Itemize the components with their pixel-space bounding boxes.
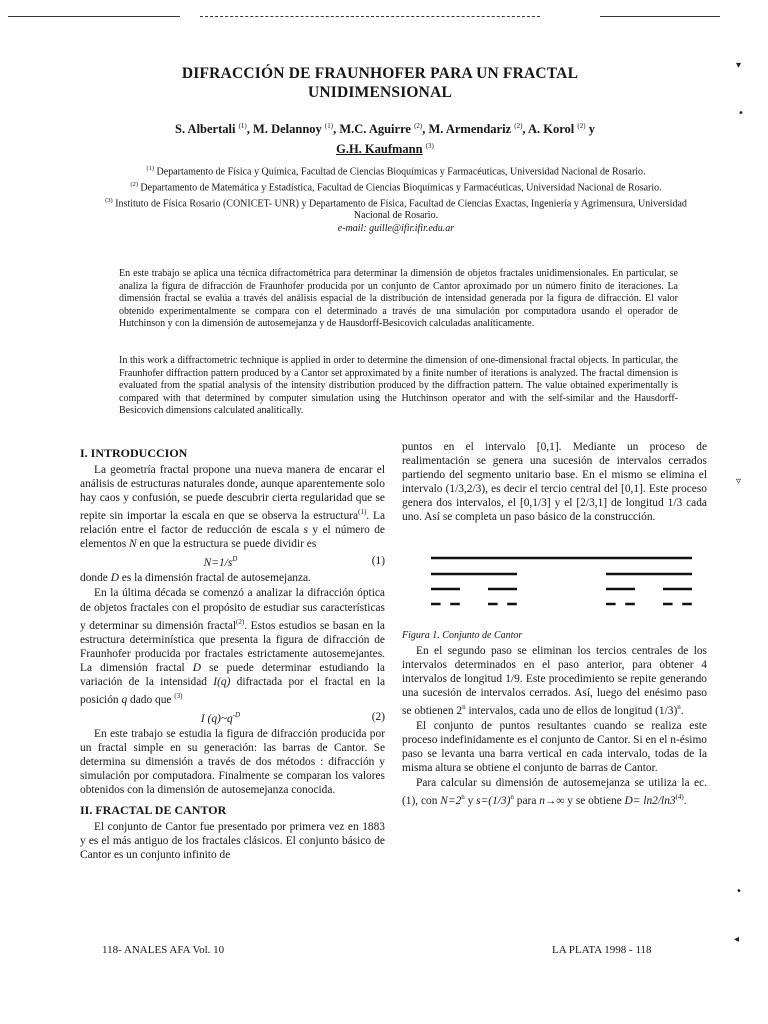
intro-paragraph-1: La geometría fractal propone una nueva manera de encarar el análisis de estructuras naturales donde, aunque aparentemente solo hay caos y confusión, se puede descubrir cierta regularidad que se repite sin importar la escala en que se observa la estructura$^{(1)}$. La relación entre el factor de reducción de escala s y el número de elementos N en que la estructura se puede dividir es [80,464,385,551]
affiliation-1: $^{(1)}$ Departamento de Física y Química, Facultad de Ciencias Bioquímicas y Farmacéuticas, Universidad Nacional de Rosario. [146,165,646,178]
scan-mark: • [736,886,742,897]
intro-paragraph-1-end: donde D es la dimensión fractal de autosemejanza. [80,572,311,585]
equation-2: I $(q)\sim q^{-D}$ (2) [200,710,385,725]
cantor-paragraph-3: El conjunto de puntos resultantes cuando se realiza este proceso indefinidamente es el conjunto de Cantor. Si en el n-ésimo paso se levanta una barra vertical en cada intervalo, todas de la misma altura se obtiene el conjunto de barras de Cantor. [402,719,707,775]
equation-number: (1) [371,555,385,568]
footer-journal: 118- ANALES AFA Vol. 10 [102,944,225,956]
intro-paragraph-2: En la última década se comenzó a analizar la difracción óptica de objetos fractales con el propósito de estudiar sus características y determinar su dimensión fractal$^{(2)}$. Estos estudios se basan en la estructura determinística que presenta la figura de difracción de Fraunhofer producida por fractales estrictamente autosemejantes. La dimensión fractal D se puede determinar estudiando la variación de la intensidad I(q) difractada por el fractal en la posición q dado que $^{(3)}$ [80,587,386,706]
scan-mark: ▾ [736,60,742,71]
scan-mark: ◂ [734,934,740,945]
abstract-spanish: En este trabajo se aplica una técnica difractométrica para determinar la dimensión de objetos fractales unidimensionales. En particular, se analiza la figura de difracción de Fraunhofer producida por un conjunto de Cantor aproximado por un número finito de iteraciones. La dimensión fractal se evalúa a través del análisis espacial de la distribución de intensidad generada por la figura de difracción. El valor obtenido experimentalmente se compara con el determinado a través de una simulación por computadora usando el operador de Hutchinson y con la dimensión de autosemejanza y de Hausdorff-Besicovich calculadas analíticamente. [119,268,678,330]
cantor-set-figure [426,555,696,615]
email: e-mail: guille@ifir.ifir.edu.ar [337,222,455,234]
cantor-paragraph-4: Para calcular su dimensión de autosemejanza se utiliza la ec. (1), con $N=2^n$ y $s=(1/3)^n$ para n→∞ y se obtiene $D= \ln 2/\ln 3^{(4)}$. [402,777,707,808]
author: M. Delannoy [253,122,322,137]
header-rule-left [8,16,180,17]
right-column [402,440,707,809]
author: M. Armendariz [428,122,512,137]
cantor-paragraph-1: El conjunto de Cantor fue presentado por primera vez en 1883 y es el más antiguo de los fractales clásicos. El conjunto básico de Cantor es un conjunto infinito de [80,821,385,862]
intro-paragraph-3: En este trabajo se estudia la figura de difracción producida por un fractal simple en su generación: las barras de Cantor. Se determina su dimensión a través de dos métodos : difracción y simulación por computadora. Finalmente se comparan los valores obtenidos con la dimensión de autosemejanza conocida. [80,727,385,797]
equation-1: $N=1/s^D$ (1) [203,555,385,570]
section-heading-introduccion: I. INTRODUCCION [80,446,188,460]
header-rule-right [600,16,720,17]
affiliation-2: $^{(2)}$ Departamento de Matemática y Estadística, Facultad de Ciencias Bioquímicas y Farmacéuticas, Universidad Nacional de Rosario. [130,180,662,194]
section-heading-cantor: II. FRACTAL DE CANTOR [80,803,227,818]
header-rule-center [200,16,540,17]
author: A. Korol [527,122,575,137]
left-column [80,440,385,864]
paper-title: DIFRACCIÓN DE FRAUNHOFER PARA UN FRACTAL UNIDIMENSIONAL [181,65,579,101]
abstract-english: In this work a diffractometric technique is applied in order to determine the dimension of one-dimensional fractal objects. In particular, the Fraunhofer diffraction pattern produced by a Cantor set approximated by a finite number of iterations is analyzed. The fractal dimension is evaluated from the spatial analysis of the intensity distribution produced by the diffraction pattern. The value obtained experimentally is compared with that determined by computer simulation using the Hutchinson operator and with the self-similar and the Hausdorff-Besicovich dimensions calculated analitically. [119,355,678,417]
equation-number: (2) [371,710,385,723]
figure-caption: Figura 1. Conjunto de Cantor [402,629,523,641]
cantor-paragraph-2: En el segundo paso se eliminan los tercios centrales de los intervalos determinados en el paso anterior, para obtener 4 intervalos de longitud 1/9. Este procedimiento se repite generando una sucesión de intervalos cerrados. Así, luego del enésimo paso se obtienen 2$^n$ intervalos, cada uno de ellos de longitud $(1/3)^n$. [402,644,707,717]
scan-mark: ▿ [736,476,742,487]
affiliation-3: $^{(3)}$ Instituto de Física Rosario (CONICET- UNR) y Departamento de Física, Facultad de Ciencias Exactas, Ingeniería y Agrimensura, Universidad Nacional de Rosario. [105,196,687,222]
affiliations [96,163,696,235]
footer-location-page: LA PLATA 1998 - 118 [552,944,652,956]
scan-mark: • [738,108,744,119]
author-list: S. Albertali $^{(1)}$, M. Delannoy $^{(1)}$, M.C. Aguirre $^{(2)}$, M. Armendariz $^{(2)}$, A. Korol $^{(2)}$ y G.H. Kaufmann $^{(3)}$ [175,122,595,157]
author-corresponding: G.H. Kaufmann [336,142,423,157]
cantor-paragraph-1-continued: puntos en el intervalo [0,1]. Mediante un proceso de realimentación se genera una sucesión de intervalos cerrados partiendo del segmento unitario base. En el mismo se elimina el intervalo (1/3,2/3), es decir el tercio central del [0,1]. Este proceso genera dos intervalos, el [0,1/3] y el [2/3,1] de longitud 1/3 cada uno. Así se completa un paso básico de la construcción. [402,441,707,524]
author: M.C. Aguirre [339,122,411,137]
author: S. Albertali [175,122,236,137]
